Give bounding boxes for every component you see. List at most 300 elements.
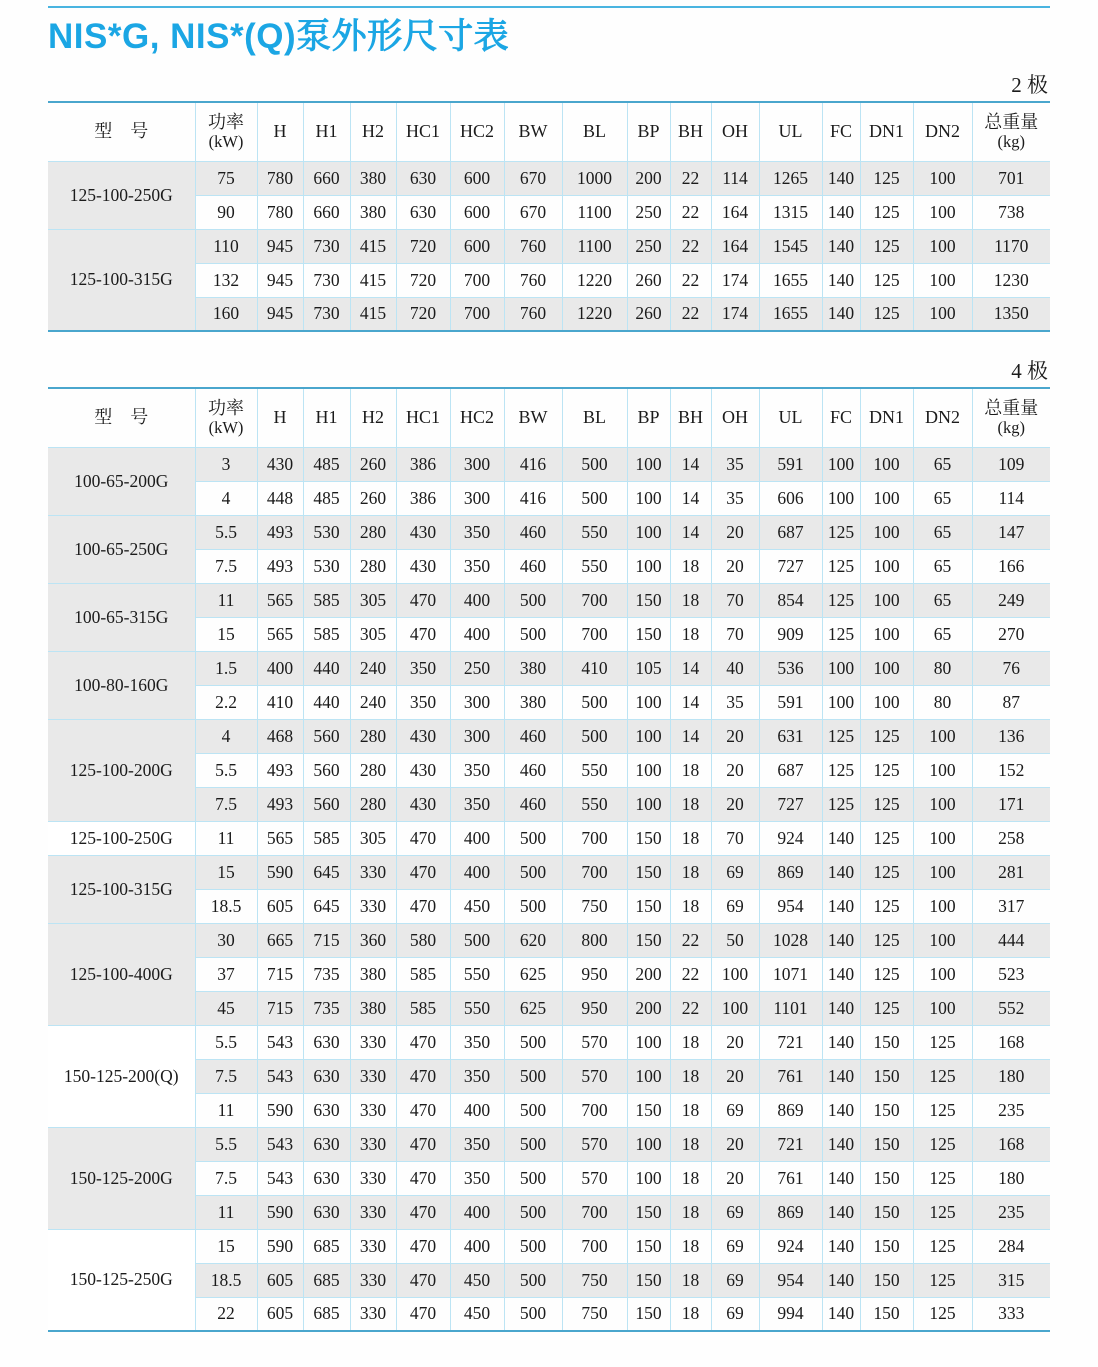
value-cell: 500 [450, 923, 504, 957]
value-cell: 260 [350, 481, 396, 515]
value-cell: 125 [913, 1161, 972, 1195]
value-cell: 69 [711, 889, 759, 923]
value-cell: 100 [627, 719, 670, 753]
value-cell: 70 [711, 583, 759, 617]
table-row [48, 515, 1050, 549]
value-cell: 18 [670, 617, 711, 651]
value-cell: 625 [504, 957, 562, 991]
value-cell: 150 [627, 583, 670, 617]
value-cell: 20 [711, 1025, 759, 1059]
value-cell: 330 [350, 1195, 396, 1229]
value-cell: 715 [303, 923, 350, 957]
value-cell: 350 [450, 515, 504, 549]
value-cell: 125 [860, 855, 913, 889]
table-section-4pole [48, 359, 1050, 1332]
value-cell: 125 [860, 923, 913, 957]
value-cell: 174 [711, 263, 759, 297]
power-cell: 11 [195, 583, 257, 617]
value-cell: 150 [860, 1127, 913, 1161]
value-cell: 200 [627, 991, 670, 1025]
value-cell: 240 [350, 685, 396, 719]
value-cell: 140 [822, 1161, 860, 1195]
value-cell: 65 [913, 447, 972, 481]
value-cell: 305 [350, 821, 396, 855]
value-cell: 715 [257, 957, 303, 991]
value-cell: 164 [711, 195, 759, 229]
weight-cell: 180 [972, 1161, 1050, 1195]
value-cell: 100 [627, 787, 670, 821]
value-cell: 645 [303, 855, 350, 889]
weight-cell: 1230 [972, 263, 1050, 297]
value-cell: 100 [913, 787, 972, 821]
value-cell: 125 [822, 515, 860, 549]
power-cell: 7.5 [195, 549, 257, 583]
column-header: 总重量 (kg) [972, 102, 1050, 161]
table-body [48, 161, 1050, 331]
value-cell: 1000 [562, 161, 627, 195]
value-cell: 35 [711, 685, 759, 719]
value-cell: 65 [913, 515, 972, 549]
table-row [48, 651, 1050, 685]
value-cell: 470 [396, 1195, 450, 1229]
value-cell: 14 [670, 481, 711, 515]
value-cell: 22 [670, 991, 711, 1025]
value-cell: 100 [860, 549, 913, 583]
power-cell: 75 [195, 161, 257, 195]
value-cell: 22 [670, 195, 711, 229]
value-cell: 150 [627, 1093, 670, 1127]
weight-cell: 317 [972, 889, 1050, 923]
power-cell: 132 [195, 263, 257, 297]
value-cell: 22 [670, 923, 711, 957]
value-cell: 200 [627, 161, 670, 195]
power-cell: 3 [195, 447, 257, 481]
value-cell: 330 [350, 1127, 396, 1161]
value-cell: 780 [257, 161, 303, 195]
table-row [48, 297, 1050, 331]
value-cell: 620 [504, 923, 562, 957]
pole-label-4pole: 4 极 [1011, 359, 1048, 383]
power-cell: 7.5 [195, 1059, 257, 1093]
value-cell: 140 [822, 991, 860, 1025]
value-cell: 330 [350, 855, 396, 889]
value-cell: 924 [759, 1229, 822, 1263]
value-cell: 100 [627, 549, 670, 583]
value-cell: 450 [450, 889, 504, 923]
value-cell: 380 [350, 991, 396, 1025]
value-cell: 280 [350, 787, 396, 821]
value-cell: 300 [450, 447, 504, 481]
value-cell: 410 [257, 685, 303, 719]
power-cell: 160 [195, 297, 257, 331]
value-cell: 125 [860, 821, 913, 855]
value-cell: 22 [670, 957, 711, 991]
value-cell: 605 [257, 889, 303, 923]
value-cell: 20 [711, 787, 759, 821]
value-cell: 80 [913, 685, 972, 719]
value-cell: 645 [303, 889, 350, 923]
table-body [48, 447, 1050, 1331]
table-row [48, 787, 1050, 821]
value-cell: 500 [562, 685, 627, 719]
value-cell: 280 [350, 549, 396, 583]
value-cell: 460 [504, 787, 562, 821]
value-cell: 140 [822, 1229, 860, 1263]
value-cell: 500 [504, 1093, 562, 1127]
value-cell: 18 [670, 1195, 711, 1229]
value-cell: 100 [913, 719, 972, 753]
power-cell: 45 [195, 991, 257, 1025]
power-cell: 18.5 [195, 1263, 257, 1297]
value-cell: 150 [860, 1195, 913, 1229]
value-cell: 100 [822, 481, 860, 515]
value-cell: 500 [504, 1127, 562, 1161]
power-cell: 37 [195, 957, 257, 991]
value-cell: 69 [711, 1093, 759, 1127]
value-cell: 18 [670, 549, 711, 583]
value-cell: 730 [303, 263, 350, 297]
table-row [48, 1025, 1050, 1059]
value-cell: 22 [670, 297, 711, 331]
value-cell: 665 [257, 923, 303, 957]
value-cell: 500 [504, 1025, 562, 1059]
column-header: DN2 [913, 102, 972, 161]
column-header: 型 号 [48, 388, 195, 447]
value-cell: 570 [562, 1059, 627, 1093]
value-cell: 500 [562, 447, 627, 481]
value-cell: 150 [627, 821, 670, 855]
power-cell: 11 [195, 821, 257, 855]
value-cell: 150 [627, 1229, 670, 1263]
value-cell: 350 [450, 1127, 504, 1161]
value-cell: 350 [450, 787, 504, 821]
value-cell: 140 [822, 1059, 860, 1093]
value-cell: 761 [759, 1161, 822, 1195]
value-cell: 150 [860, 1229, 913, 1263]
value-cell: 400 [450, 583, 504, 617]
value-cell: 500 [504, 1161, 562, 1195]
value-cell: 260 [350, 447, 396, 481]
value-cell: 685 [303, 1229, 350, 1263]
value-cell: 69 [711, 855, 759, 889]
value-cell: 114 [711, 161, 759, 195]
value-cell: 416 [504, 447, 562, 481]
column-header: H1 [303, 102, 350, 161]
value-cell: 100 [860, 447, 913, 481]
value-cell: 125 [860, 195, 913, 229]
value-cell: 250 [627, 229, 670, 263]
value-cell: 460 [504, 515, 562, 549]
table-row [48, 1297, 1050, 1331]
value-cell: 140 [822, 855, 860, 889]
value-cell: 585 [396, 957, 450, 991]
value-cell: 400 [450, 855, 504, 889]
value-cell: 570 [562, 1161, 627, 1195]
value-cell: 150 [627, 617, 670, 651]
value-cell: 14 [670, 685, 711, 719]
column-header: 总重量 (kg) [972, 388, 1050, 447]
weight-cell: 281 [972, 855, 1050, 889]
value-cell: 580 [396, 923, 450, 957]
power-cell: 15 [195, 617, 257, 651]
value-cell: 1100 [562, 195, 627, 229]
column-header: BW [504, 388, 562, 447]
value-cell: 174 [711, 297, 759, 331]
value-cell: 330 [350, 1059, 396, 1093]
value-cell: 700 [562, 821, 627, 855]
value-cell: 100 [860, 481, 913, 515]
value-cell: 735 [303, 957, 350, 991]
value-cell: 280 [350, 719, 396, 753]
value-cell: 20 [711, 549, 759, 583]
value-cell: 470 [396, 1263, 450, 1297]
value-cell: 150 [860, 1059, 913, 1093]
power-cell: 7.5 [195, 1161, 257, 1195]
value-cell: 100 [913, 753, 972, 787]
value-cell: 721 [759, 1127, 822, 1161]
model-cell: 125-100-200G [48, 719, 195, 821]
value-cell: 140 [822, 1297, 860, 1331]
weight-cell: 315 [972, 1263, 1050, 1297]
table-row [48, 685, 1050, 719]
column-header: BL [562, 388, 627, 447]
table-row [48, 1195, 1050, 1229]
value-cell: 500 [504, 1297, 562, 1331]
column-header: H2 [350, 102, 396, 161]
value-cell: 100 [913, 923, 972, 957]
value-cell: 416 [504, 481, 562, 515]
value-cell: 550 [450, 991, 504, 1025]
weight-cell: 249 [972, 583, 1050, 617]
value-cell: 100 [913, 957, 972, 991]
value-cell: 20 [711, 753, 759, 787]
value-cell: 100 [822, 447, 860, 481]
value-cell: 500 [504, 1195, 562, 1229]
value-cell: 660 [303, 161, 350, 195]
value-cell: 750 [562, 889, 627, 923]
value-cell: 720 [396, 297, 450, 331]
power-cell: 90 [195, 195, 257, 229]
value-cell: 400 [450, 1093, 504, 1127]
value-cell: 100 [627, 685, 670, 719]
value-cell: 125 [913, 1127, 972, 1161]
column-header: FC [822, 388, 860, 447]
value-cell: 565 [257, 617, 303, 651]
value-cell: 721 [759, 1025, 822, 1059]
column-header: 功率 (kW) [195, 388, 257, 447]
value-cell: 140 [822, 161, 860, 195]
value-cell: 700 [562, 855, 627, 889]
value-cell: 18 [670, 889, 711, 923]
value-cell: 14 [670, 719, 711, 753]
value-cell: 600 [450, 229, 504, 263]
value-cell: 100 [627, 1161, 670, 1195]
value-cell: 100 [913, 229, 972, 263]
value-cell: 350 [396, 651, 450, 685]
model-cell: 150-125-250G [48, 1229, 195, 1331]
power-cell: 1.5 [195, 651, 257, 685]
value-cell: 150 [627, 1195, 670, 1229]
table-row [48, 923, 1050, 957]
value-cell: 950 [562, 957, 627, 991]
value-cell: 591 [759, 447, 822, 481]
value-cell: 18 [670, 855, 711, 889]
power-cell: 2.2 [195, 685, 257, 719]
value-cell: 380 [350, 957, 396, 991]
weight-cell: 284 [972, 1229, 1050, 1263]
value-cell: 565 [257, 821, 303, 855]
value-cell: 100 [860, 685, 913, 719]
table-row [48, 1127, 1050, 1161]
dimensions-table-4pole [48, 387, 1050, 1332]
value-cell: 1315 [759, 195, 822, 229]
value-cell: 125 [860, 297, 913, 331]
table-row [48, 957, 1050, 991]
value-cell: 590 [257, 855, 303, 889]
power-cell: 11 [195, 1195, 257, 1229]
value-cell: 305 [350, 617, 396, 651]
table-row [48, 1263, 1050, 1297]
value-cell: 150 [627, 855, 670, 889]
value-cell: 280 [350, 515, 396, 549]
value-cell: 80 [913, 651, 972, 685]
value-cell: 18 [670, 1161, 711, 1195]
power-cell: 5.5 [195, 515, 257, 549]
value-cell: 150 [860, 1263, 913, 1297]
top-divider-rule [48, 6, 1050, 8]
power-cell: 5.5 [195, 753, 257, 787]
value-cell: 735 [303, 991, 350, 1025]
column-header: HC1 [396, 102, 450, 161]
column-header: HC1 [396, 388, 450, 447]
column-header: 型 号 [48, 102, 195, 161]
power-cell: 4 [195, 481, 257, 515]
value-cell: 660 [303, 195, 350, 229]
column-header: OH [711, 102, 759, 161]
value-cell: 330 [350, 1161, 396, 1195]
value-cell: 1220 [562, 263, 627, 297]
value-cell: 386 [396, 447, 450, 481]
value-cell: 260 [627, 297, 670, 331]
power-cell: 5.5 [195, 1025, 257, 1059]
weight-cell: 270 [972, 617, 1050, 651]
weight-cell: 235 [972, 1093, 1050, 1127]
weight-cell: 76 [972, 651, 1050, 685]
table-row [48, 1229, 1050, 1263]
value-cell: 630 [396, 161, 450, 195]
value-cell: 20 [711, 1161, 759, 1195]
value-cell: 100 [913, 855, 972, 889]
value-cell: 470 [396, 1297, 450, 1331]
value-cell: 550 [450, 957, 504, 991]
value-cell: 150 [860, 1093, 913, 1127]
value-cell: 150 [627, 1263, 670, 1297]
value-cell: 720 [396, 229, 450, 263]
value-cell: 70 [711, 821, 759, 855]
value-cell: 700 [562, 583, 627, 617]
value-cell: 760 [504, 229, 562, 263]
value-cell: 330 [350, 1263, 396, 1297]
value-cell: 500 [504, 821, 562, 855]
value-cell: 14 [670, 447, 711, 481]
value-cell: 700 [562, 1229, 627, 1263]
value-cell: 100 [913, 161, 972, 195]
value-cell: 909 [759, 617, 822, 651]
table-row [48, 753, 1050, 787]
value-cell: 380 [504, 685, 562, 719]
power-cell: 11 [195, 1093, 257, 1127]
value-cell: 590 [257, 1093, 303, 1127]
value-cell: 140 [822, 821, 860, 855]
value-cell: 565 [257, 583, 303, 617]
value-cell: 1220 [562, 297, 627, 331]
value-cell: 20 [711, 1127, 759, 1161]
column-header: FC [822, 102, 860, 161]
value-cell: 18 [670, 1263, 711, 1297]
value-cell: 500 [504, 1263, 562, 1297]
column-header: DN1 [860, 388, 913, 447]
header-row [48, 102, 1050, 161]
value-cell: 125 [913, 1263, 972, 1297]
value-cell: 125 [860, 787, 913, 821]
value-cell: 560 [303, 719, 350, 753]
value-cell: 100 [627, 481, 670, 515]
table-row [48, 195, 1050, 229]
page-title: NIS*G, NIS*(Q)泵外形尺寸表 [48, 17, 510, 56]
value-cell: 954 [759, 1263, 822, 1297]
value-cell: 700 [450, 263, 504, 297]
value-cell: 100 [627, 1025, 670, 1059]
value-cell: 800 [562, 923, 627, 957]
value-cell: 330 [350, 1093, 396, 1127]
power-cell: 18.5 [195, 889, 257, 923]
value-cell: 105 [627, 651, 670, 685]
dimensions-table-2pole [48, 101, 1050, 332]
value-cell: 750 [562, 1297, 627, 1331]
column-header: HC2 [450, 102, 504, 161]
value-cell: 125 [860, 161, 913, 195]
value-cell: 430 [396, 753, 450, 787]
value-cell: 485 [303, 447, 350, 481]
value-cell: 386 [396, 481, 450, 515]
value-cell: 670 [504, 195, 562, 229]
value-cell: 606 [759, 481, 822, 515]
value-cell: 125 [822, 583, 860, 617]
value-cell: 150 [627, 923, 670, 957]
value-cell: 350 [450, 1161, 504, 1195]
value-cell: 530 [303, 515, 350, 549]
column-header: BP [627, 388, 670, 447]
value-cell: 125 [860, 719, 913, 753]
column-header: BH [670, 102, 711, 161]
column-header: UL [759, 102, 822, 161]
weight-cell: 147 [972, 515, 1050, 549]
weight-cell: 1170 [972, 229, 1050, 263]
value-cell: 945 [257, 263, 303, 297]
value-cell: 550 [562, 515, 627, 549]
value-cell: 460 [504, 719, 562, 753]
model-cell: 150-125-200(Q) [48, 1025, 195, 1127]
value-cell: 430 [396, 549, 450, 583]
value-cell: 18 [670, 1229, 711, 1263]
value-cell: 450 [450, 1263, 504, 1297]
value-cell: 543 [257, 1127, 303, 1161]
value-cell: 140 [822, 195, 860, 229]
value-cell: 140 [822, 1127, 860, 1161]
value-cell: 18 [670, 821, 711, 855]
value-cell: 780 [257, 195, 303, 229]
value-cell: 630 [303, 1127, 350, 1161]
